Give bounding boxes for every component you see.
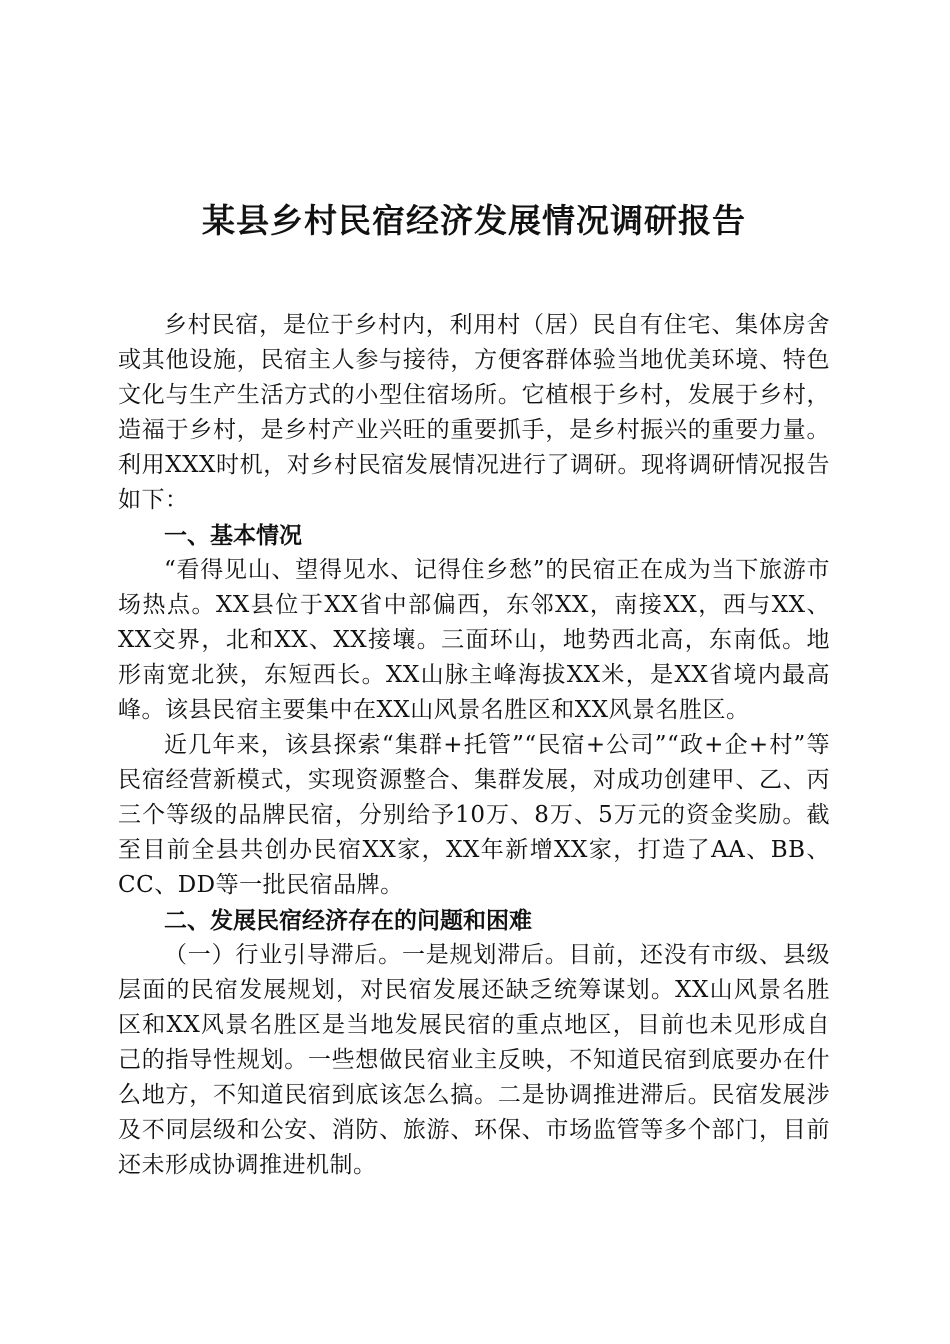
section-heading-problems: 二、发展民宿经济存在的问题和困难 xyxy=(164,907,532,934)
problems-paragraph-1: （一）行业引导滞后。一是规划滞后。目前，还没有市级、县级层面的民宿发展规划，对民宿发展还缺乏统筹谋划。XX山风景名胜区和XX风景名胜区是当地发展民宿的重点地区，目前也未见形成自己的指导性规划。一些想做民宿业主反映，不知道民宿到底要办在什么地方，不知道民宿到底该怎么搞。二是协调推进滞后。民宿发展涉及不同层级和公安、消防、旅游、环保、市场监管等多个部门，目前还未形成协调推进机制。 xyxy=(118,942,830,1178)
document-page xyxy=(118,198,830,1183)
intro-paragraph: 乡村民宿，是位于乡村内，利用村（居）民自有住宅、集体房舍或其他设施，民宿主人参与接待，方便客群体验当地优美环境、特色文化与生产生活方式的小型住宿场所。它植根于乡村，发展于乡村，造福于乡村，是乡村产业兴旺的重要抓手，是乡村振兴的重要力量。利用XXX时机，对乡村民宿发展情况进行了调研。现将调研情况报告如下： xyxy=(118,312,830,513)
document-title: 某县乡村民宿经济发展情况调研报告 xyxy=(202,201,746,240)
basic-situation-paragraph-1: “看得见山、望得见水、记得住乡愁”的民宿正在成为当下旅游市场热点。XX县位于XX省中部偏西，东邻XX，南接XX，西与XX、XX交界，北和XX、XX接壤。三面环山，地势西北高，东南低。地形南宽北狭，东短西长。XX山脉主峰海拔XX米，是XX省境内最高峰。该县民宿主要集中在XX山风景名胜区和XX风景名胜区。 xyxy=(118,557,830,723)
section-heading-basic-situation: 一、基本情况 xyxy=(164,522,302,549)
basic-situation-paragraph-2: 近几年来，该县探索“集群+托管”“民宿+公司”“政+企+村”等民宿经营新模式，实现资源整合、集群发展，对成功创建甲、乙、丙三个等级的品牌民宿，分别给予10万、8万、5万元的资金奖励。截至目前全县共创办民宿XX家，XX年新增XX家，打造了AA、BB、CC、DD等一批民宿品牌。 xyxy=(118,732,830,898)
